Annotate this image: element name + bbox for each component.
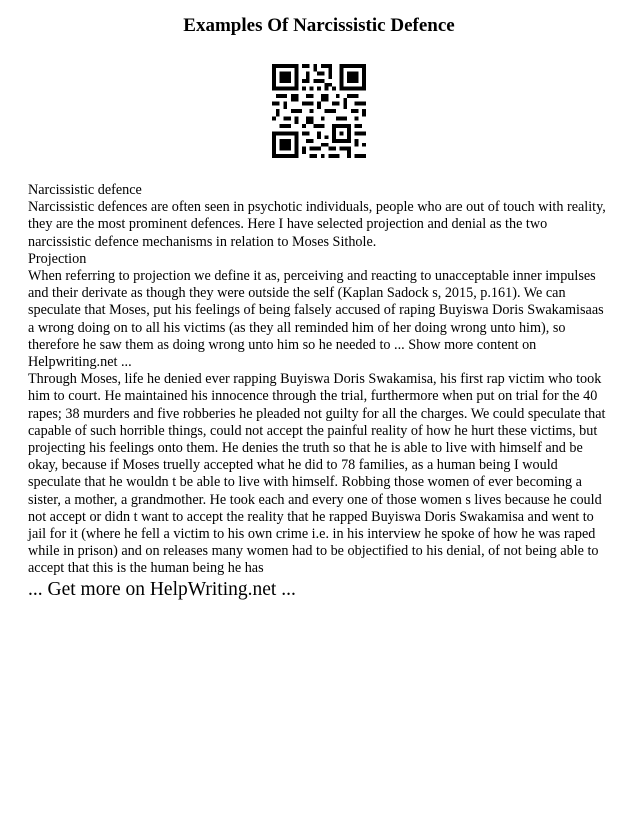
get-more-link[interactable]: ... Get more on HelpWriting.net ... bbox=[28, 579, 296, 600]
section-heading-narcissistic-defence: Narcissistic defence bbox=[28, 182, 142, 198]
document-body bbox=[28, 182, 612, 578]
paragraph-intro: Narcissistic defences are often seen in psychotic individuals, people who are out of touch with reality, they are the most prominent defences. Here I have selected projection and denial as the two narcissistic defence mechanisms in relation to Moses Sithole. bbox=[28, 199, 606, 250]
paragraph-projection: When referring to projection we define it as, perceiving and reacting to unacceptable inner impulses and their derivate as though they were outside the self (Kaplan Sadock s, 2015, p.161). We can speculate that Moses, put his feelings of being falsely accused of raping Buyiswa Doris Swakamisaas a wrong doing on to all his victims (as they all reminded him of her doing wrong unto him), so therefore he saw them as doing wrong unto him so he needed to ... Show more content on Helpwriting.net ... bbox=[28, 268, 604, 371]
page-title: Examples Of Narcissistic Defence bbox=[183, 15, 455, 36]
paragraph-denial: Through Moses, life he denied ever rapping Buyiswa Doris Swakamisa, his first rap victim who took him to court. He maintained his innocence through the trial, furthermore when put on trial for the 40 rapes; 38 murders and five robberies he pleaded not guilty for all the charges. We could speculate that capable of such horrible things, could not accept the painful reality of how he hurt these victims, but projecting his feelings onto them. He denies the truth so that he is able to live with himself and be okay, because if Moses truelly accepted what he did to 78 families, as a human being I would speculate that he wouldn t be able to live with himself. Robbing those women of ever becoming a sister, a mother, a grandmother. He took each and every one of those women s lives because he could not accept or didn t want to accept the reality that he rapped Buyiswa Doris Swakamisa and went to jail for it (where he fell a victim to his own crime i.e. in his interview he spoke of how he was raped while in prison) and on releases many women had to be objectified to his denial, of not being able to accept that this is the human being he has bbox=[28, 371, 606, 577]
section-heading-projection: Projection bbox=[28, 250, 87, 267]
qr-code-icon bbox=[272, 64, 366, 158]
